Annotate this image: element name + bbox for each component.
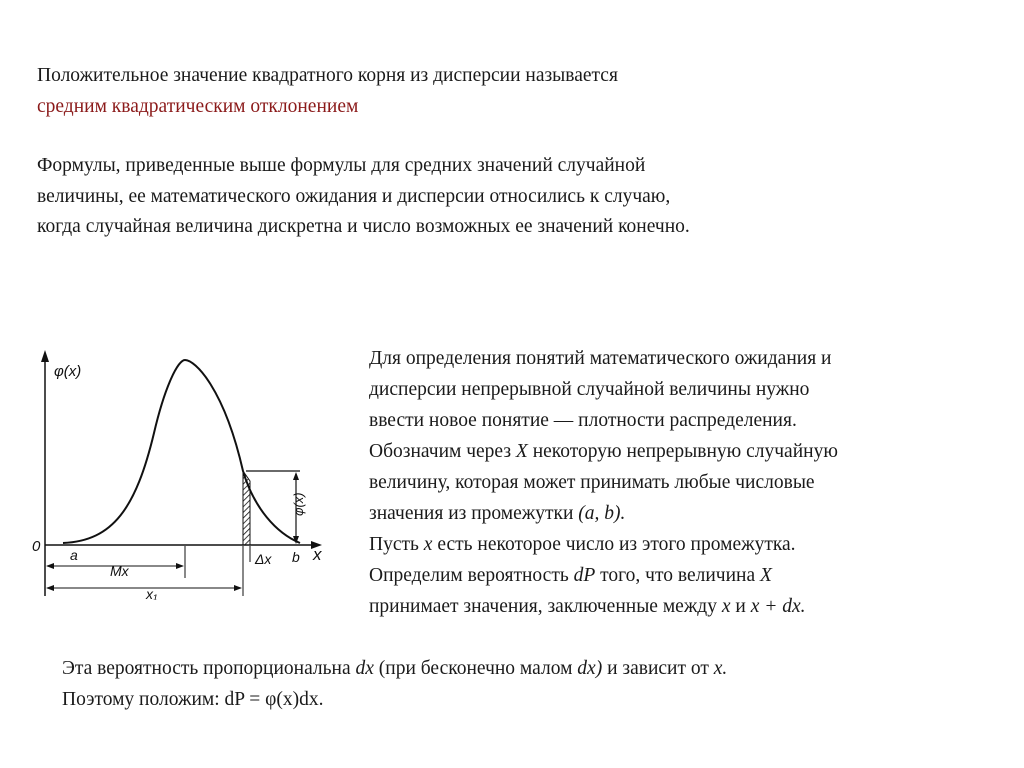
conclusion-paragraph	[62, 654, 1002, 715]
var-X-2: X	[760, 565, 772, 586]
a-label: a	[70, 547, 78, 563]
var-interval: (a, b).	[578, 503, 626, 524]
definition-line-7b: есть некоторое число из этого промежутка.	[432, 534, 796, 555]
x1-dim-left-arrow-icon	[46, 585, 54, 591]
formulas-line-2: величины, ее математического ожидания и дисперсии относились к случаю,	[37, 185, 671, 207]
intro-paragraph	[37, 61, 937, 122]
mean-dim-right-arrow-icon	[176, 563, 184, 569]
formulas-line-3: когда случайная величина дискретна и число возможных ее значений конечно.	[37, 216, 690, 237]
density-curve	[63, 360, 300, 543]
x-axis-label: x	[313, 545, 322, 564]
dx-label: Δx	[255, 551, 272, 567]
phi-height-label: φ(x)	[291, 492, 306, 516]
definition-line-1: Для определения понятий математического ожидания и	[369, 348, 832, 369]
mean-dim-left-arrow-icon	[46, 563, 54, 569]
definition-line-4a: Обозначим через	[369, 441, 516, 462]
conclusion-line-1b: (при бесконечно малом	[373, 658, 578, 679]
mean-label: Mx	[110, 563, 129, 579]
definition-line-6a: значения из промежутки	[369, 503, 579, 524]
definition-line-5: величину, которая может принимать любые числовые	[369, 472, 815, 493]
var-x-3: x.	[713, 658, 728, 679]
definition-line-9b: и	[730, 596, 751, 617]
var-x-2: x	[721, 596, 731, 617]
definition-line-8b: того, что величина	[595, 565, 761, 586]
definition-line-3: ввести новое понятие — плотности распределения.	[369, 410, 797, 431]
var-X: X	[515, 441, 528, 462]
conclusion-line-1c: и зависит от	[602, 658, 714, 679]
definition-line-7a: Пусть	[369, 534, 424, 555]
intro-line: Положительное значение квадратного корня из дисперсии называется	[37, 65, 618, 86]
var-dx-2: dx)	[577, 658, 603, 679]
b-label: b	[292, 549, 300, 565]
formulas-line-1: Формулы, приведенные выше формулы для средних значений случайной	[37, 155, 646, 176]
y-axis-arrow-icon	[41, 350, 49, 362]
x1-label: x₁	[146, 586, 158, 600]
formulas-paragraph	[37, 151, 977, 243]
y-axis-label: φ(x)	[54, 363, 82, 380]
height-arrow-up-icon	[293, 472, 299, 480]
var-x-plus-dx: x + dx.	[750, 596, 806, 617]
definition-line-9a: принимает значения, заключенные между	[369, 596, 722, 617]
definition-line-2: дисперсии непрерывной случайной величины нужно	[369, 379, 810, 400]
intro-term: средним квадратическим отклонением	[37, 95, 359, 117]
origin-label: 0	[32, 538, 41, 555]
var-dx: dx	[355, 658, 374, 679]
definition-line-4b: некоторую непрерывную случайную	[527, 441, 838, 462]
conclusion-line-1a: Эта вероятность пропорциональна	[62, 658, 356, 679]
var-x: x	[423, 534, 433, 555]
var-dP: dP	[573, 565, 596, 586]
definition-paragraph	[369, 343, 1009, 622]
density-figure	[28, 348, 338, 600]
definition-line-8a: Определим вероятность	[369, 565, 574, 586]
x1-dim-right-arrow-icon	[234, 585, 242, 591]
conclusion-line-2: Поэтому положим: dP = φ(x)dx.	[62, 688, 324, 710]
